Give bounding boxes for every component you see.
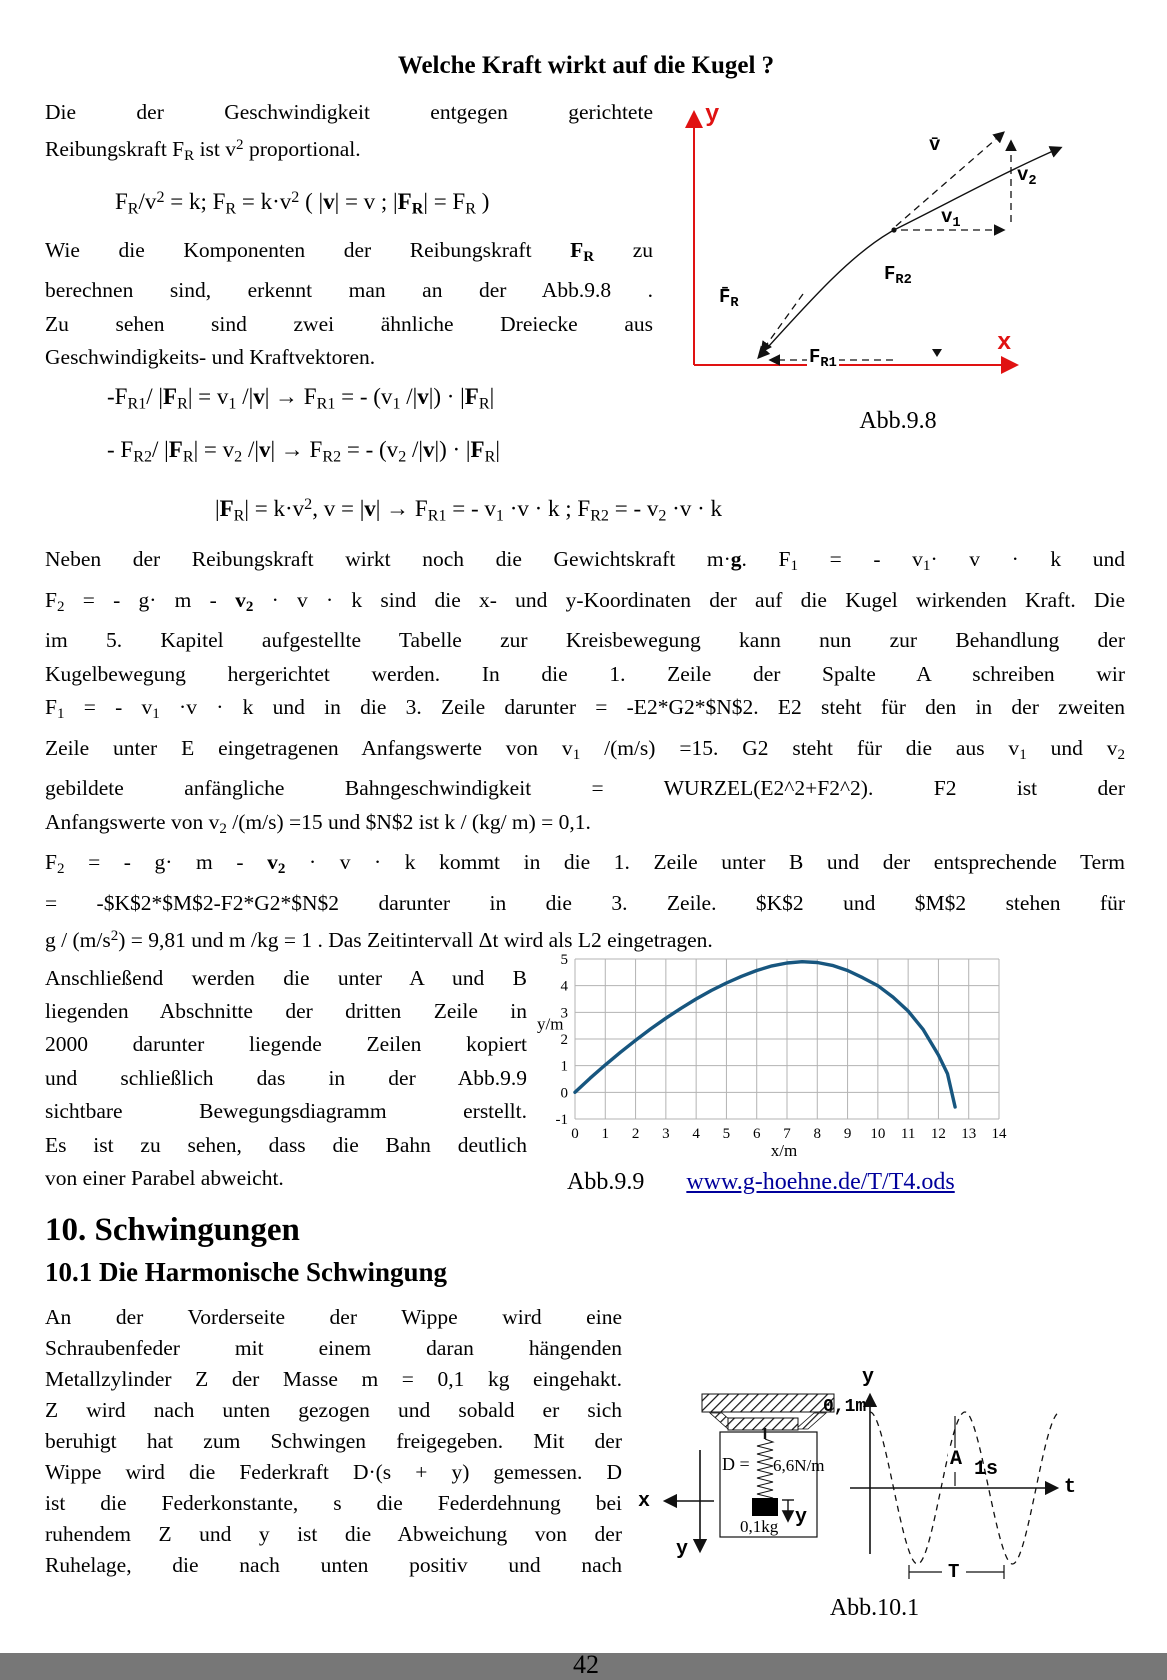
figure-10-1-caption: Abb.10.1 <box>829 1594 920 1621</box>
fig98-fr1-label: $F_{R1}$ <box>809 346 837 371</box>
text-line: Es ist zu sehen, dass die Bahn deutlich <box>45 1132 527 1157</box>
fig98-y-axis-label: y <box>705 102 720 129</box>
figure-10-1-drawing <box>622 1302 1127 1587</box>
trajectory-chart <box>535 952 1009 1158</box>
text-line: ruhendem Z und y ist die Abweichung von der <box>45 1521 622 1546</box>
figure-9-9-caption: Abb.9.9 <box>567 1168 645 1195</box>
fig101-one-second-label: 1s <box>974 1457 999 1481</box>
text-line: Neben der Reibungskraft wirkt noch die Gewichtskraft m·g. $F_1$ = - $v_1\cdot v \cdot k$ und <box>45 547 1125 575</box>
svg-text:11: 11 <box>900 1125 916 1142</box>
figure-9-9-link[interactable]: www.g-hoehne.de/T/T4.ods <box>686 1168 955 1195</box>
text-line: = -$K$2*$M$2-F2*G2*$N$2 darunter in die 3. Zeile. $K$2 und $M$2 stehen für <box>45 890 1125 915</box>
fig101-spring-constant-value: 6,6N/m <box>773 1455 825 1475</box>
svg-text:0: 0 <box>560 1084 568 1101</box>
text-line: und schließlich das in der Abb.9.9 <box>45 1065 527 1090</box>
fig101-displacement-label: y <box>795 1505 808 1529</box>
text-line: beruhigt hat zum Schwingen freigegeben. Mit der <box>45 1428 622 1453</box>
figure-10-1 <box>622 1302 1127 1587</box>
fig98-v1-label: $v_1$ <box>941 206 961 231</box>
svg-text:7: 7 <box>783 1125 791 1142</box>
text-line: berechnen sind, erkennt man an der Abb.9.8 . <box>45 278 653 303</box>
text-line: Reibungskraft $F_R$ ist $v^2$ proportional. <box>45 137 361 165</box>
text-line: Wippe wird die Federkraft D·(s + y) gemessen. D <box>45 1459 622 1484</box>
figure-10-1-column <box>622 1302 1127 1622</box>
page-title: Welche Kraft wirkt auf die Kugel ? <box>397 52 775 79</box>
svg-text:x/m: x/m <box>770 1140 798 1160</box>
text-line: Die der Geschwindigkeit entgegen gerichtete <box>45 100 653 124</box>
fig98-v2-label: $v_2$ <box>1017 164 1037 189</box>
svg-text:1: 1 <box>601 1125 610 1142</box>
text-line: 2000 darunter liegende Zeilen kopiert <box>45 1032 527 1057</box>
chart-side-text <box>45 962 527 1196</box>
intro-text-column <box>45 96 653 479</box>
text-line: $g / (m/s^2) = 9,81$ und m /kg = 1 . Das Zeitintervall Δt wird als L2 eingetragen. <box>45 928 713 953</box>
page-number: 42 <box>573 1649 599 1679</box>
svg-text:4: 4 <box>692 1125 700 1142</box>
svg-text:9: 9 <box>843 1125 852 1142</box>
text-line: $F_1$ = - $v_1 \cdot v \cdot k$ und in die 3. Zeile darunter = -E2*G2*$N$2. E2 steht für den in der zweiten <box>45 695 1125 723</box>
text-line: ist die Federkonstante, s die Federdehnung bei <box>45 1490 622 1515</box>
text-line: Schraubenfeder mit einem daran hängenden <box>45 1335 622 1360</box>
text-line: Zu sehen sind zwei ähnliche Dreiecke aus <box>45 311 653 336</box>
text-line: Ruhelage, die nach unten positiv und nach <box>45 1552 622 1577</box>
fig101-spring-constant-label: D = <box>722 1453 750 1474</box>
text-line: im 5. Kapitel aufgestellte Tabelle zur Kreisbewegung kann nun zur Behandlung der <box>45 628 1125 653</box>
text-line: Z wird nach unten gezogen und sobald er sich <box>45 1397 622 1422</box>
svg-text:2: 2 <box>631 1125 640 1142</box>
subsection-heading: 10.1 Die Harmonische Schwingung <box>45 1256 448 1287</box>
svg-text:-1: -1 <box>555 1111 568 1128</box>
main-paragraph-2 <box>45 846 1125 957</box>
svg-text:6: 6 <box>752 1125 761 1142</box>
fig101-mass-label: 0,1kg <box>740 1516 779 1536</box>
fig101-t-axis-label: t <box>1064 1475 1077 1499</box>
text-line: Geschwindigkeits- und Kraftvektoren. <box>45 344 376 369</box>
fig101-x-axis-label: x <box>638 1489 651 1513</box>
formula-result: $|F_R| = k\cdot v^2$, $v = |v| \to F_{R1}$ = - $v_1 \cdot v \cdot k$ ; $F_{R2}$ = - $v_2 \cdot v \cdot k$ <box>215 496 722 526</box>
figure-9-9-column <box>535 952 1009 1196</box>
fig98-x-axis-label: x <box>997 330 1012 357</box>
text-line: Kugelbewegung hergerichtet werden. In die 1. Zeile der Spalte A schreiben wir <box>45 661 1125 686</box>
row-intro <box>45 96 1127 479</box>
fig101-y-axis-right-label: y <box>862 1365 875 1389</box>
text-line: $F_2$ = - $g\cdot m - v_2 \cdot v \cdot k$ sind die x- und y-Koordinaten der auf die Kugel wirkenden Kraft. Die <box>45 587 1126 615</box>
text-line: $F_2$ = - $g\cdot m - v_2 \cdot v \cdot k$ kommt in die 1. Zeile unter B und der entsprechende Term <box>45 850 1126 878</box>
figure-9-9-caption-row <box>535 1169 1009 1196</box>
fig98-fr-vector-label: $F̄_R$ <box>719 286 739 311</box>
fig98-velocity-vector-label: v̄ <box>929 134 941 156</box>
row-chart <box>45 951 1127 1196</box>
text-line: Wie die Komponenten der Reibungskraft $F_R$ zu <box>45 237 653 265</box>
svg-text:0: 0 <box>571 1125 579 1142</box>
svg-text:5: 5 <box>560 951 568 968</box>
row-oscillation <box>45 1302 1127 1622</box>
paragraph-1 <box>45 96 653 174</box>
svg-text:3: 3 <box>662 1125 670 1142</box>
main-paragraph-1 <box>45 543 1125 846</box>
svg-text:14: 14 <box>991 1125 1007 1142</box>
formula-components <box>45 374 653 479</box>
text-line: $-F_{R1}/$ $|F_R| = v_1$ $/|v| \to F_{R1}$ = - ($v_1$ $/|v|) \cdot |F_R|$ <box>107 384 495 413</box>
formula-friction: $F_R/v^2 = k$; $F_R = k\cdot v^2$ ( |v| = v ; $|F_R| = F_R$ ) <box>115 188 490 218</box>
text-line: Anschließend werden die unter A und B <box>45 965 527 990</box>
svg-text:2: 2 <box>560 1031 568 1048</box>
svg-text:12: 12 <box>930 1125 946 1142</box>
paragraph-2 <box>45 234 653 375</box>
svg-text:8: 8 <box>813 1125 822 1142</box>
figure-9-8-drawing <box>679 100 1074 392</box>
section-heading: 10. Schwingungen <box>45 1211 300 1248</box>
text-line: An der Vorderseite der Wippe wird eine <box>45 1304 622 1329</box>
svg-text:10: 10 <box>870 1125 886 1142</box>
svg-text:5: 5 <box>722 1125 731 1142</box>
text-line: sichtbare Bewegungsdiagramm erstellt. <box>45 1099 527 1124</box>
fig101-y-axis-left-label: y <box>676 1537 689 1561</box>
text-line: gebildete anfängliche Bahngeschwindigkeit = WURZEL(E2^2+F2^2). F2 ist der <box>45 776 1125 801</box>
svg-text:y/m: y/m <box>537 1014 564 1034</box>
figure-9-8-caption: Abb.9.8 <box>859 408 937 434</box>
svg-text:1: 1 <box>560 1058 568 1075</box>
figure-9-8-column <box>679 96 1117 479</box>
text-line: von einer Parabel abweicht. <box>45 1165 284 1190</box>
oscillation-text <box>45 1302 622 1622</box>
svg-text:13: 13 <box>961 1125 977 1142</box>
fig101-period-label: T <box>948 1560 960 1583</box>
text-line: Metallzylinder Z der Masse m = 0,1 kg eingehakt. <box>45 1366 622 1391</box>
fig101-amplitude-value: 0,1m <box>823 1396 867 1417</box>
figure-9-8 <box>679 100 1074 392</box>
svg-text:4: 4 <box>560 978 568 995</box>
text-line: - $F_{R2}/$ $|F_R| = v_2$ $/|v| \to F_{R2}$ = - ($v_2$ $/|v|) \cdot |F_R|$ <box>107 436 500 466</box>
text-line: Zeile unter E eingetragenen Anfangswerte von $v_1$ /(m/s) =15. G2 steht für die aus $v_1$ und $v_2$ <box>45 735 1125 763</box>
fig98-fr2-label: $F_{R2}$ <box>884 263 912 288</box>
svg-text:3: 3 <box>560 1004 568 1021</box>
fig101-amplitude-label: A <box>950 1447 963 1471</box>
text-line: liegenden Abschnitte der dritten Zeile in <box>45 998 527 1023</box>
text-line: Anfangswerte von $v_2$ /(m/s) =15 und $N$2 ist k / (kg/ m) = 0,1. <box>45 809 591 837</box>
